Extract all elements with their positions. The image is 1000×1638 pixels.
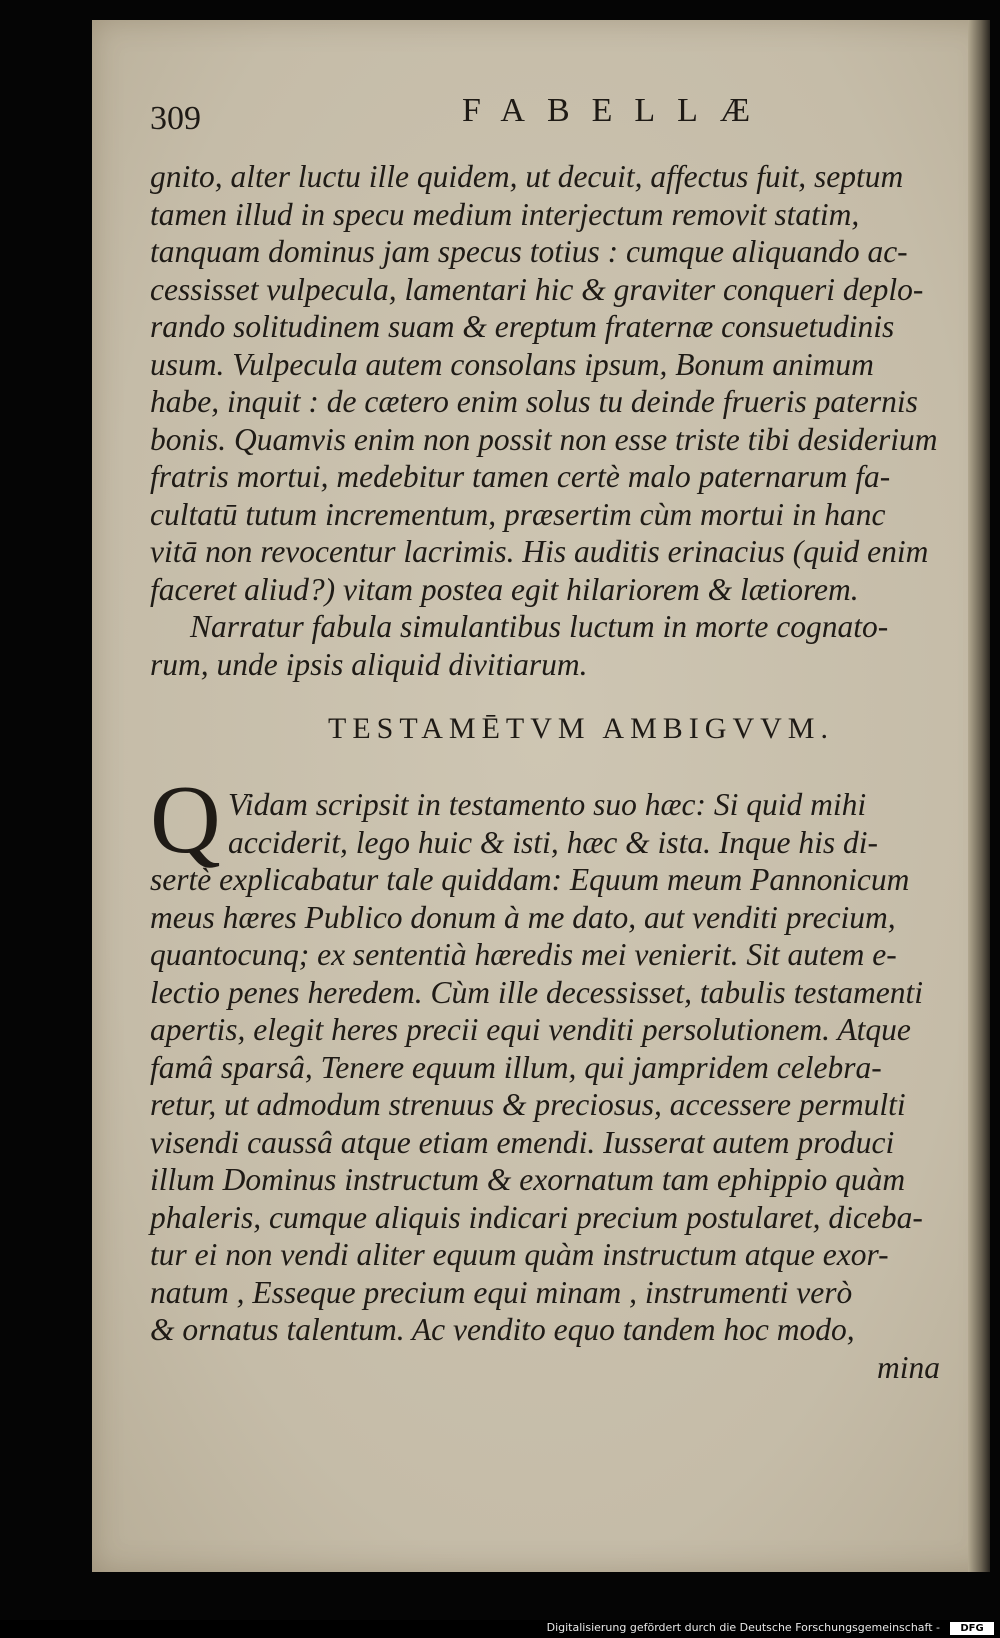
section-title: TESTAMĒTVM AMBIGVVM. — [328, 712, 834, 745]
text-line: tur ei non vendi aliter equum quàm instructum atque exor- — [150, 1237, 889, 1272]
fable-testament — [150, 786, 940, 1386]
text-line: & ornatus talentum. Ac vendito equo tandem hoc modo, — [150, 1312, 855, 1347]
text-line: tanquam dominus jam specus totius : cumque aliquando ac- — [150, 234, 908, 269]
catchword: mina — [877, 1349, 940, 1385]
text-line: quantocunq; ex sententià hæredis mei venierit. Sit autem e- — [150, 937, 897, 972]
text-line: gnito, alter luctu ille quidem, ut decuit, affectus fuit, septum — [150, 159, 904, 194]
text-line: sertè explicabatur tale quiddam: Equum meum Pannonicum — [150, 862, 910, 897]
fable-continuation — [150, 158, 940, 683]
text-line: cessisset vulpecula, lamentari hic & graviter conqueri deplo- — [150, 271, 924, 307]
text-line: meus hæres Publico donum à me dato, aut venditi precium, — [150, 899, 896, 935]
text-line: usum. Vulpecula autem consolans ipsum, Bonum animum — [150, 346, 874, 382]
footer-bar — [0, 1620, 1000, 1638]
text-line: natum , Esseque precium equi minam , instrumenti verò — [150, 1274, 853, 1310]
drop-cap: Q — [150, 766, 221, 874]
text-line: vitā non revocentur lacrimis. His auditis erinacius (quid enim — [150, 534, 929, 569]
page-header — [150, 78, 850, 137]
running-title: FABELLÆ — [462, 92, 773, 129]
text-line: fratris mortui, medebitur tamen certè malo paternarum fa- — [150, 459, 891, 494]
page-number: 309 — [150, 100, 201, 137]
text-line: retur, ut admodum strenuus & preciosus, accessere permulti — [150, 1087, 906, 1122]
page-edge-shadow — [968, 20, 990, 1572]
text-line: apertis, elegit heres precii equi venditi persolutionem. Atque — [150, 1012, 911, 1047]
text-line: rando solitudinem suam & ereptum fraternæ consuetudinis — [150, 309, 895, 344]
moral-line: rum, unde ipsis aliquid divitiarum. — [150, 646, 588, 682]
text-line: faceret aliud?) vitam postea egit hilariorem & lætiorem. — [150, 571, 859, 607]
text-line: visendi caussâ atque etiam emendi. Iusserat autem produci — [150, 1124, 895, 1160]
moral-line: Narratur fabula simulantibus luctum in morte cognato- — [190, 609, 889, 644]
text-line: cultatū tutum incrementum, præsertim cùm mortui in hanc — [150, 496, 886, 532]
text-line: Vidam scripsit in testamento suo hæc: Si quid mihi — [228, 787, 867, 822]
text-line: lectio penes heredem. Cùm ille decessisset, tabulis testamenti — [150, 974, 924, 1010]
text-line: illum Dominus instructum & exornatum tam ephippio quàm — [150, 1162, 906, 1197]
text-line: phaleris, cumque aliquis indicari precium postularet, diceba- — [150, 1199, 923, 1235]
text-line: habe, inquit : de cætero enim solus tu deinde frueris paternis — [150, 384, 918, 419]
text-line: famâ sparsâ, Tenere equum illum, qui jampridem celebra- — [150, 1049, 882, 1085]
funding-credit: Digitalisierung gefördert durch die Deutsche Forschungsgemeinschaft - — [546, 1621, 940, 1634]
text-line: tamen illud in specu medium interjectum removit statim, — [150, 196, 860, 232]
dfg-logo: DFG — [950, 1622, 994, 1635]
text-line: acciderit, lego huic & isti, hæc & ista. Inque his di- — [228, 824, 879, 860]
text-line: bonis. Quamvis enim non possit non esse triste tibi desiderium — [150, 421, 938, 457]
